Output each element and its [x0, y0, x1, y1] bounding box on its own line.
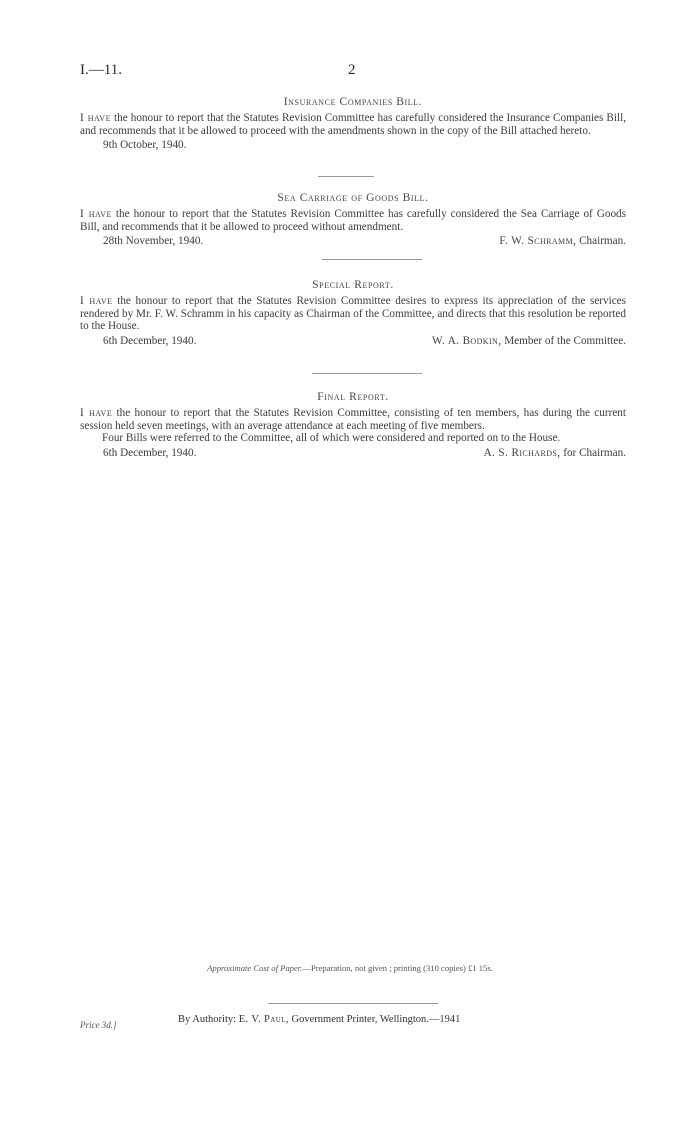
section-special-report [80, 279, 626, 348]
price-note: Price 3d.] [80, 1020, 117, 1030]
section-insurance-companies-bill [80, 96, 626, 152]
section-paragraph: I have the honour to report that the Statutes Revision Committee has carefully considered the Insurance Companies Bill, and recommends that it be allowed to proceed with the amendments shown in the copy of the Bill attached hereto. [80, 112, 626, 137]
signature: A. S. Richards, for Chairman. [483, 446, 626, 459]
section-final-report [80, 391, 626, 460]
section-paragraph: Four Bills were referred to the Committee, all of which were considered and reported on to the House. [102, 432, 561, 445]
page-number: 2 [348, 62, 356, 78]
report-date: 6th December, 1940. [103, 446, 197, 459]
dateline [80, 335, 626, 348]
section-paragraph: I have the honour to report that the Statutes Revision Committee, consisting of ten members, has during the current session held seven meetings, with an average attendance at each meeting of five members. [80, 407, 626, 432]
section-divider [322, 259, 422, 260]
section-paragraph: I have the honour to report that the Statutes Revision Committee desires to express its appreciation of the services rendered by Mr. F. W. Schramm in his capacity as Chairman of the Committee, and directs that this resolution be reported to the House. [80, 295, 626, 333]
signature: W. A. Bodkin, Member of the Committee. [431, 334, 626, 347]
dateline [80, 447, 626, 460]
section-title: Sea Carriage of Goods Bill. [277, 192, 429, 204]
dateline [80, 139, 626, 152]
section-title: Special Report. [312, 279, 394, 291]
section-divider [318, 176, 374, 177]
report-date: 6th December, 1940. [103, 334, 197, 347]
section-title: Insurance Companies Bill. [283, 96, 423, 108]
section-title: Final Report. [317, 391, 389, 403]
cost-of-paper-note: Approximate Cost of Paper.—Preparation, not given ; printing (310 copies) £1 15s. [207, 963, 493, 973]
report-date: 9th October, 1940. [103, 139, 187, 152]
signature: F. W. Schramm, Chairman. [499, 235, 626, 248]
section-paragraph: I have the honour to report that the Statutes Revision Committee has carefully considered the Sea Carriage of Goods Bill, and recommends that it be allowed to proceed without amendment. [80, 208, 626, 233]
paper-reference: I.—11. [80, 62, 122, 78]
section-divider [312, 373, 422, 374]
footer-divider [268, 1003, 438, 1004]
report-date: 28th November, 1940. [103, 235, 204, 248]
dateline [80, 235, 626, 248]
section-sea-carriage-of-goods-bill [80, 192, 626, 248]
printer-authority-line: By Authority: E. V. Paul, Government Printer, Wellington.—1941 [178, 1014, 461, 1025]
